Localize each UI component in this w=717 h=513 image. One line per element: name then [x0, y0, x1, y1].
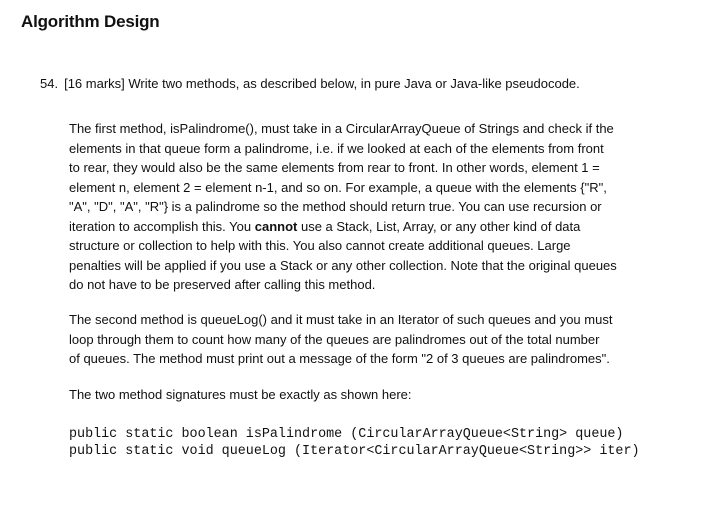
paragraph-line: The first method, isPalindrome(), must take in a CircularArrayQueue of Strings and check if the [69, 121, 614, 136]
paragraph-line: of queues. The method must print out a message of the form "2 of 3 queues are palindromes". [69, 351, 610, 366]
paragraph-line: element n, element 2 = element n-1, and so on. For example, a queue with the elements {"R", [69, 179, 607, 195]
paragraph-line [69, 217, 659, 237]
code-line-queue-log: public static void queueLog (Iterator<CircularArrayQueue<String>> iter) [69, 444, 640, 459]
code-block [69, 426, 640, 460]
paragraph-line: do not have to be preserved after calling this method. [69, 277, 376, 292]
section-title: Algorithm Design [21, 12, 160, 31]
question-header [40, 76, 580, 91]
emphasis-cannot: cannot [254, 218, 298, 234]
paragraph-text: use a Stack, List, Array, or any other kind of data [297, 218, 581, 234]
paragraph-line: penalties will be applied if you use a Stack or any other collection. Note that the original queues [69, 257, 617, 273]
paragraph-signatures-intro: The two method signatures must be exactly as shown here: [69, 387, 412, 402]
paragraph-is-palindrome [69, 119, 659, 295]
paragraph-line: loop through them to count how many of the queues are palindromes out of the total number [69, 331, 600, 347]
paragraph-line: structure or collection to help with this. You also cannot create additional queues. Large [69, 238, 571, 253]
paragraph-line: The second method is queueLog() and it must take in an Iterator of such queues and you must [69, 312, 613, 327]
question-intro: [16 marks] Write two methods, as described below, in pure Java or Java-like pseudocode. [64, 76, 580, 91]
paragraph-line: elements in that queue form a palindrome, i.e. if we looked at each of the elements from front [69, 140, 604, 156]
paragraph-line: "A", "D", "A", "R"} is a palindrome so the method should return true. You can use recursion or [69, 199, 602, 214]
paragraph-text: iteration to accomplish this. You [69, 218, 255, 234]
question-number: 54. [40, 76, 59, 91]
paragraph-line: to rear, they would also be the same elements from rear to front. In other words, element 1 = [69, 160, 600, 175]
code-line-is-palindrome: public static boolean isPalindrome (CircularArrayQueue<String> queue) [69, 427, 624, 442]
paragraph-queue-log [69, 310, 659, 369]
